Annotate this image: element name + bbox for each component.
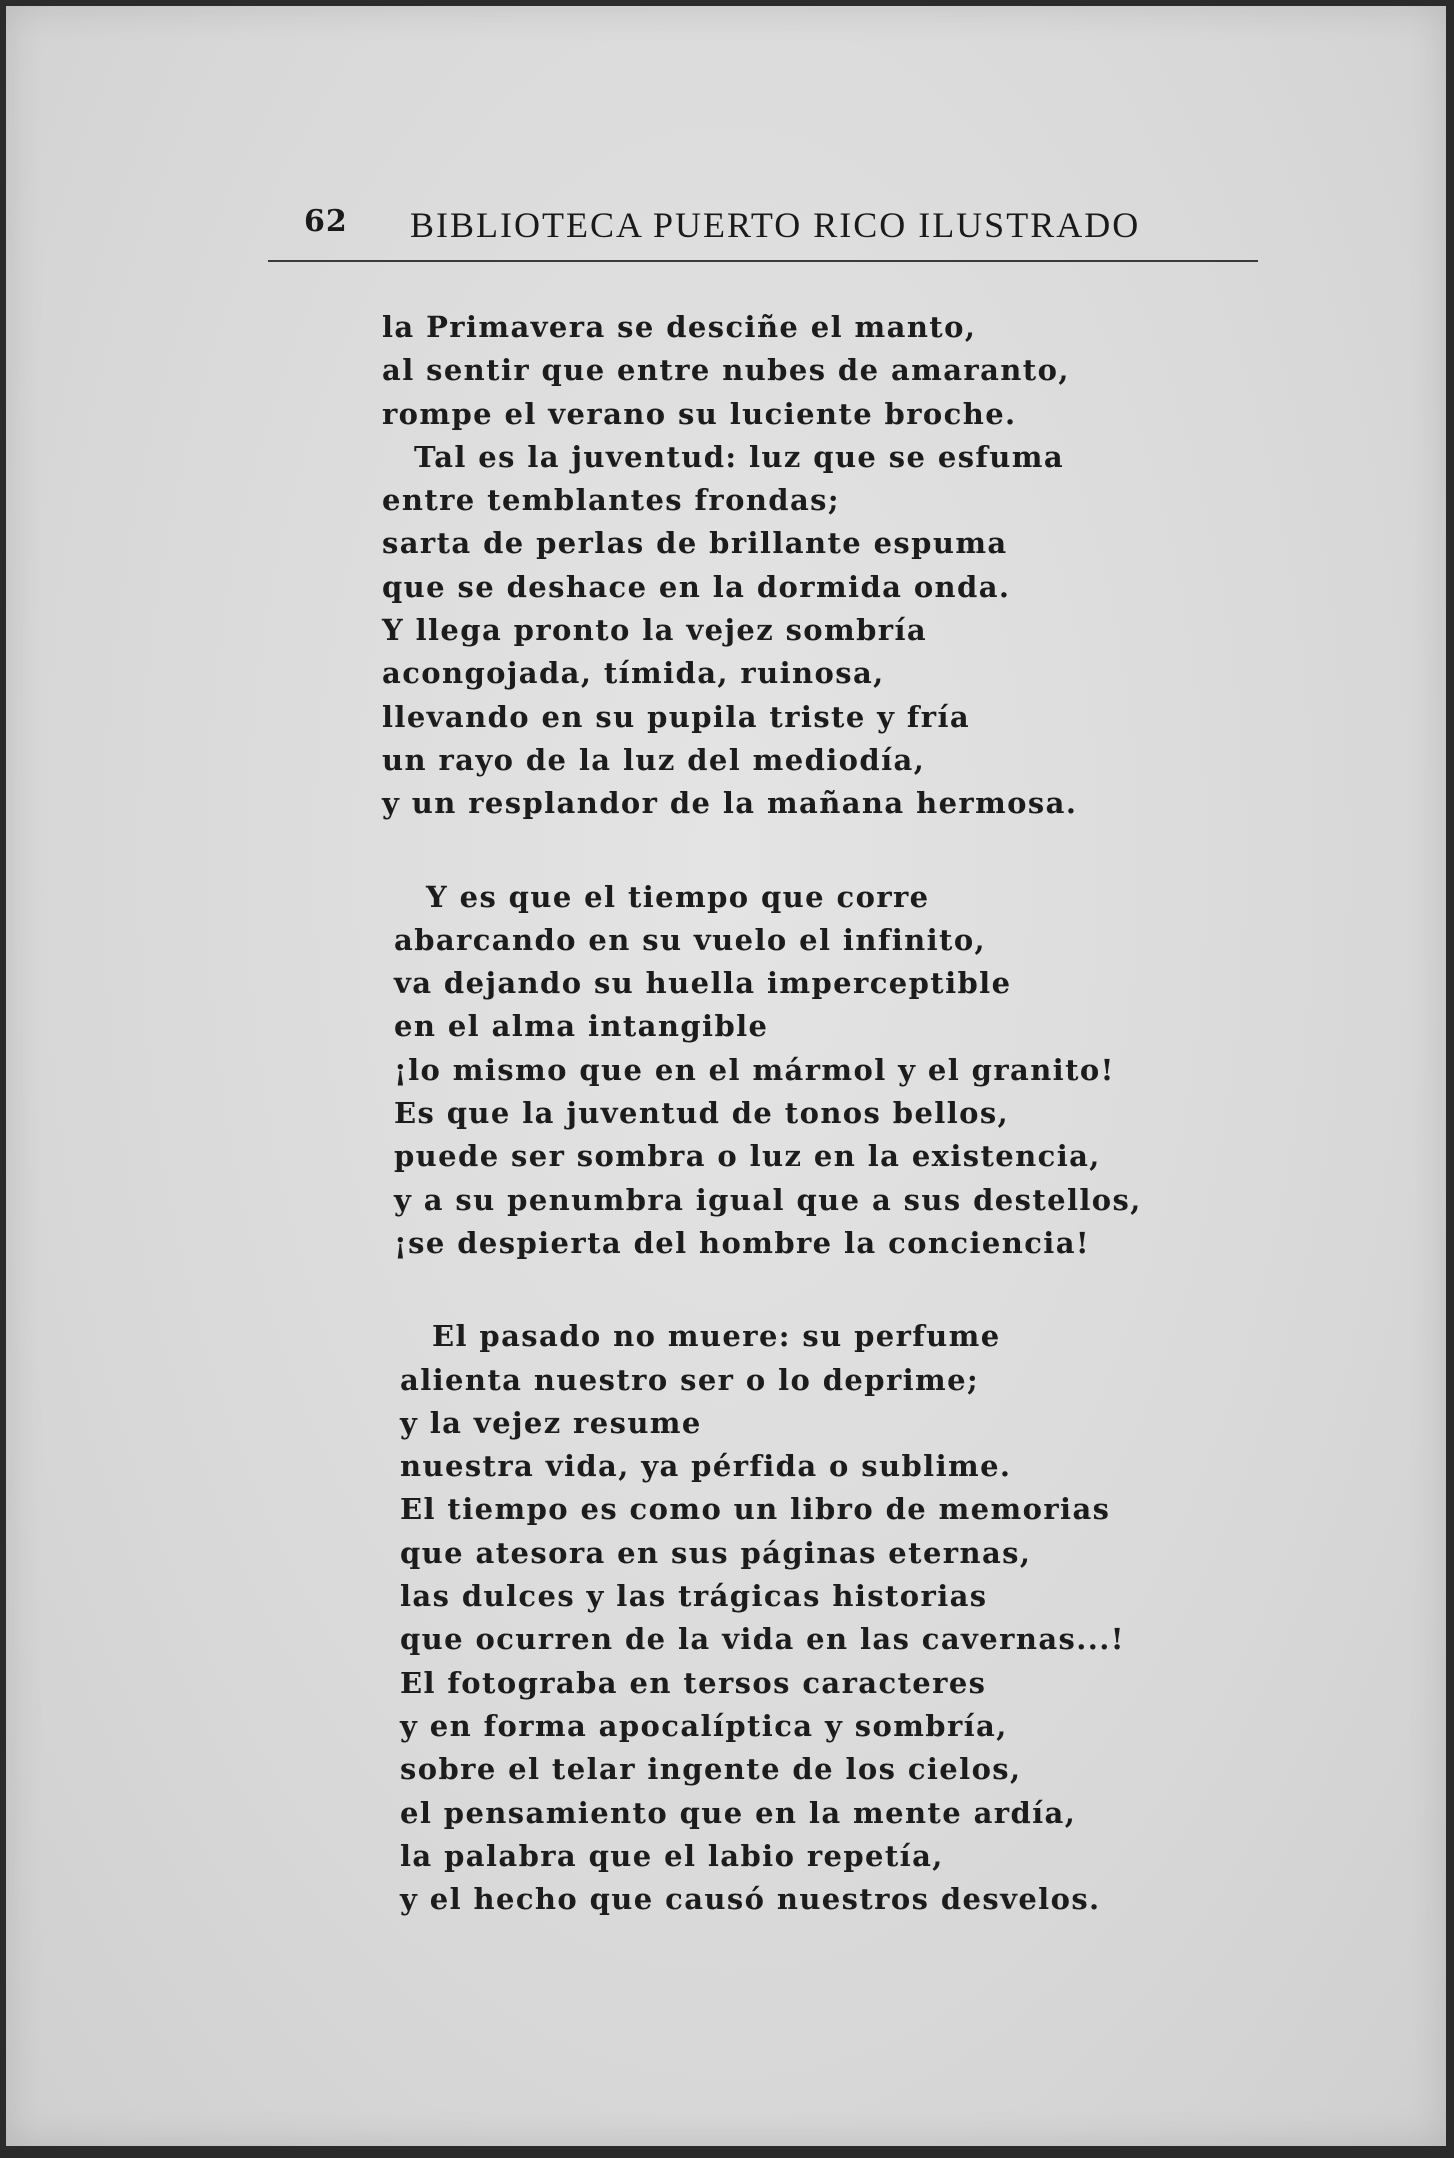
- poem-line: El pasado no muere: su perfume: [432, 1319, 1001, 1354]
- poem-body: [382, 306, 1282, 1921]
- poem-line: El fotograba en tersos caracteres: [400, 1665, 987, 1700]
- poem-line: Tal es la juventud: luz que se esfuma: [414, 439, 1065, 474]
- poem-line: El tiempo es como un libro de memorias: [400, 1492, 1111, 1527]
- poem-line: ¡lo mismo que en el mármol y el granito!: [394, 1052, 1115, 1087]
- page-header: [6, 204, 1446, 264]
- book-page: [6, 6, 1446, 2146]
- poem-line: nuestra vida, ya pérfida o sublime.: [400, 1449, 1012, 1484]
- poem-line: el pensamiento que en la mente ardía,: [400, 1795, 1077, 1830]
- poem-line: en el alma intangible: [394, 1009, 769, 1044]
- poem-line: llevando en su pupila triste y fría: [382, 699, 971, 734]
- poem-line: y la vejez resume: [400, 1405, 702, 1440]
- header-rule: [268, 260, 1258, 262]
- poem-line: Y es que el tiempo que corre: [426, 879, 930, 914]
- stanza-1: [382, 306, 1282, 826]
- poem-line: y un resplandor de la mañana hermosa.: [382, 786, 1078, 821]
- poem-line: la palabra que el labio repetía,: [400, 1838, 944, 1873]
- poem-line: las dulces y las trágicas historias: [400, 1579, 988, 1614]
- poem-line: un rayo de la luz del mediodía,: [382, 742, 926, 777]
- running-head: BIBLIOTECA PUERTO RICO ILUSTRADO: [410, 205, 1141, 245]
- page-number: 62: [304, 204, 348, 239]
- poem-line: entre temblantes frondas;: [382, 483, 841, 518]
- poem-line: sarta de perlas de brillante espuma: [382, 526, 1008, 561]
- poem-line: puede ser sombra o luz en la existencia,: [394, 1139, 1101, 1174]
- poem-line: que atesora en sus páginas eternas,: [400, 1535, 1032, 1570]
- poem-line: va dejando su huella imperceptible: [394, 966, 1012, 1001]
- poem-line: al sentir que entre nubes de amaranto,: [382, 353, 1070, 388]
- poem-line: rompe el verano su luciente broche.: [382, 396, 1017, 431]
- poem-line: acongojada, tímida, ruinosa,: [382, 656, 885, 691]
- poem-line: que ocurren de la vida en las cavernas...!: [400, 1622, 1125, 1657]
- poem-line: ¡se despierta del hombre la conciencia!: [394, 1225, 1091, 1260]
- poem-line: alienta nuestro ser o lo deprime;: [400, 1362, 980, 1397]
- poem-line: Es que la juventud de tonos bellos,: [394, 1096, 1010, 1131]
- poem-line: y el hecho que causó nuestros desvelos.: [400, 1882, 1101, 1917]
- poem-line: sobre el telar ingente de los cielos,: [400, 1752, 1022, 1787]
- poem-line: la Primavera se desciñe el manto,: [382, 310, 977, 344]
- poem-line: y a su penumbra igual que a sus destellos,: [394, 1182, 1142, 1217]
- poem-line: Y llega pronto la vejez sombría: [382, 613, 928, 648]
- stanza-2: [382, 876, 1282, 1266]
- poem-line: y en forma apocalíptica y sombría,: [400, 1708, 1008, 1743]
- poem-line: abarcando en su vuelo el infinito,: [394, 922, 987, 957]
- poem-line: que se deshace en la dormida onda.: [382, 569, 1011, 604]
- stanza-3: [382, 1315, 1282, 1921]
